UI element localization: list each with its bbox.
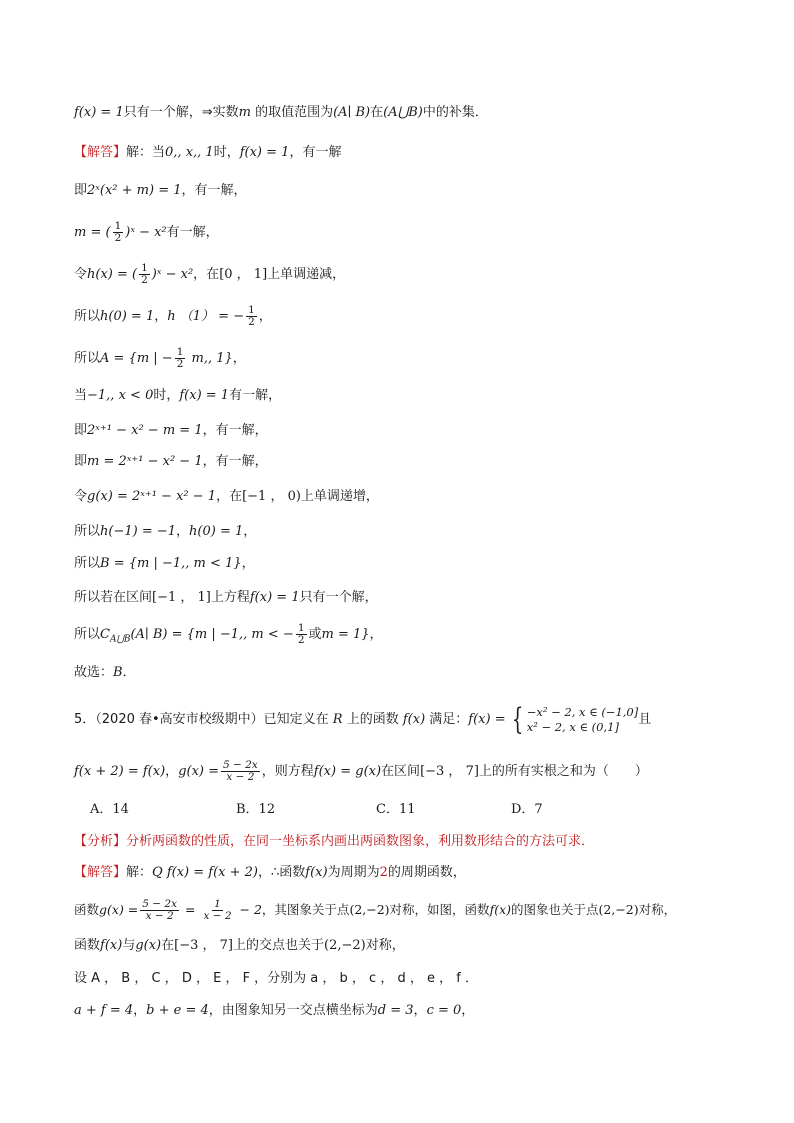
text: 上的交点也关于 bbox=[232, 938, 324, 953]
text: 在区间 bbox=[381, 764, 421, 779]
line-16 bbox=[74, 662, 136, 684]
text: 上单调递减， bbox=[267, 267, 346, 282]
expr: − 2 bbox=[235, 902, 262, 917]
numerator: 1 bbox=[114, 220, 122, 232]
text: ，其图象关于点 bbox=[261, 902, 350, 917]
numerator: 5 − 2x bbox=[223, 759, 258, 771]
interval: [−1 ， 0) bbox=[242, 489, 301, 504]
line-4 bbox=[74, 220, 219, 246]
expr: A = {m | − bbox=[100, 351, 173, 366]
text: 中的补集． bbox=[422, 105, 488, 120]
expr: g(x) = bbox=[99, 902, 139, 917]
point: (2,−2) bbox=[598, 902, 639, 917]
expr: )ˣ − x² bbox=[151, 267, 194, 282]
denominator: x − 2 bbox=[226, 771, 255, 783]
text: 或 bbox=[308, 627, 322, 642]
text: 对称， bbox=[638, 902, 677, 917]
expr: f(x) bbox=[489, 902, 511, 917]
text: 对称，如图，函数 bbox=[389, 902, 490, 917]
point: (2,−2) bbox=[324, 938, 366, 953]
text: 有一解， bbox=[229, 388, 282, 403]
expr: h(0) = 1 bbox=[100, 309, 155, 324]
expr: h （1） = − bbox=[167, 309, 245, 324]
expr: B = {m | −1,, m < 1} bbox=[100, 556, 242, 571]
text: 上方程 bbox=[210, 590, 250, 605]
expr: m = 2ˣ⁺¹ − x² − 1 bbox=[87, 454, 203, 469]
line-3 bbox=[74, 180, 247, 202]
text: 即 bbox=[74, 183, 88, 198]
text: 函数 bbox=[74, 902, 100, 917]
text: 有一解， bbox=[166, 225, 219, 240]
numerator: 1 bbox=[176, 346, 184, 358]
text: ，有一解 bbox=[289, 145, 342, 160]
text: 令 bbox=[74, 267, 88, 282]
expr: f(x) bbox=[100, 938, 123, 953]
line-10 bbox=[74, 451, 268, 473]
answer-tag: 【解答】 bbox=[74, 145, 127, 160]
interval: [−1 ， 1] bbox=[152, 590, 211, 605]
text: 对称， bbox=[365, 938, 405, 953]
text: 即 bbox=[74, 423, 88, 438]
text: 解：当 bbox=[126, 145, 166, 160]
numerator: 5 − 2x bbox=[142, 898, 178, 910]
text: 时， bbox=[153, 388, 180, 403]
numerator: 1 bbox=[214, 898, 221, 910]
expr: f(x + 2) = f(x) bbox=[74, 764, 166, 779]
fraction bbox=[140, 899, 179, 922]
text: 与 bbox=[122, 938, 136, 953]
text: ，则方程 bbox=[261, 764, 314, 779]
expr: f(x) = g(x) bbox=[313, 764, 382, 779]
line-answer-start bbox=[74, 142, 341, 164]
expr: b + e = 4 bbox=[146, 1003, 209, 1018]
fraction bbox=[113, 221, 124, 244]
fraction bbox=[139, 263, 150, 286]
expr: C bbox=[100, 627, 110, 642]
text: ， bbox=[133, 1003, 147, 1018]
fraction bbox=[246, 305, 257, 328]
interval: [−3 ， 7] bbox=[420, 764, 479, 779]
fraction bbox=[201, 899, 233, 922]
text: 时， bbox=[213, 145, 240, 160]
text: 解： bbox=[126, 865, 153, 880]
answer-tag: 【解答】 bbox=[74, 865, 127, 880]
fraction bbox=[296, 623, 307, 646]
line-5 bbox=[74, 262, 345, 288]
option-d: D．7 bbox=[511, 802, 543, 817]
line-6 bbox=[74, 304, 272, 330]
text: ， bbox=[176, 524, 190, 539]
numerator: 1 bbox=[248, 304, 255, 316]
denominator: 2 bbox=[248, 316, 255, 328]
analysis-tag: 【分析】 bbox=[74, 834, 127, 849]
text: ． bbox=[122, 665, 136, 680]
text: 只有一个解， bbox=[299, 590, 378, 605]
line-7 bbox=[74, 346, 246, 372]
text: ， bbox=[413, 1003, 427, 1018]
denominator: x − 2 bbox=[145, 910, 174, 922]
expr: a + f = 4 bbox=[74, 1003, 134, 1018]
point: (2,−2) bbox=[349, 902, 390, 917]
expr: h(0) = 1 bbox=[189, 524, 244, 539]
text: ，有一解， bbox=[181, 183, 247, 198]
var-m: m bbox=[238, 105, 251, 120]
text: ， bbox=[154, 309, 168, 324]
text: 在 bbox=[161, 938, 175, 953]
text: 且 bbox=[638, 712, 652, 727]
line-8 bbox=[74, 385, 281, 407]
piecewise-definition bbox=[508, 701, 639, 737]
cases bbox=[527, 705, 639, 735]
text: 所以 bbox=[74, 351, 101, 366]
text: 满足： bbox=[425, 712, 469, 727]
var-r: R bbox=[332, 712, 343, 727]
denominator: 2 bbox=[114, 232, 122, 244]
option-a: A．14 bbox=[90, 802, 129, 817]
text: 上的函数 bbox=[342, 712, 403, 727]
text: 所以 bbox=[74, 556, 101, 571]
denominator: x − 2 bbox=[203, 910, 232, 922]
expr: f(x) bbox=[402, 712, 426, 727]
line-11 bbox=[74, 486, 379, 508]
text: ， bbox=[258, 309, 272, 324]
expr: Q f(x) = f(x + 2) bbox=[152, 865, 258, 880]
text: ， bbox=[232, 351, 246, 366]
text: ，∴函数 bbox=[257, 865, 306, 880]
text: 当 bbox=[74, 388, 88, 403]
answer-options bbox=[90, 799, 543, 821]
expr: f(x) = bbox=[468, 712, 506, 727]
text: 故选： bbox=[74, 665, 114, 680]
expr: g(x) bbox=[135, 938, 162, 953]
line-analysis bbox=[74, 831, 594, 853]
line-9 bbox=[74, 420, 268, 442]
text: ， bbox=[243, 524, 257, 539]
case-2: x² − 2, x ∈ (0,1] bbox=[526, 719, 619, 734]
text: 的周期函数， bbox=[387, 865, 466, 880]
line-22 bbox=[74, 1000, 474, 1022]
question-5-line-2 bbox=[74, 758, 648, 786]
expr: f(x) = 1 bbox=[179, 388, 230, 403]
expr: h(x) = ( bbox=[87, 267, 138, 282]
case-1: −x² − 2, x ∈ (−1,0] bbox=[526, 704, 639, 719]
text: 的图象也关于点 bbox=[511, 902, 599, 917]
text: 上的所有实根之和为（ ） bbox=[478, 764, 648, 779]
period-value: 2 bbox=[379, 865, 388, 880]
option-c: C．11 bbox=[376, 802, 416, 817]
expr: f(x) = 1 bbox=[239, 145, 290, 160]
line-12 bbox=[74, 521, 256, 543]
expr: m,, 1} bbox=[187, 351, 233, 366]
fraction bbox=[175, 347, 186, 370]
line-conclusion bbox=[74, 102, 488, 124]
expr: (A⋃B) bbox=[383, 105, 423, 120]
expr: h(−1) = −1 bbox=[100, 524, 177, 539]
denominator: 2 bbox=[176, 358, 184, 370]
fraction bbox=[221, 760, 260, 783]
expr: 2ˣ(x² + m) = 1 bbox=[87, 183, 182, 198]
equals: = bbox=[181, 902, 200, 917]
expr: −1,, x < 0 bbox=[87, 388, 154, 403]
numerator: 1 bbox=[297, 622, 305, 634]
expr: c = 0 bbox=[426, 1003, 462, 1018]
text: ， bbox=[241, 556, 255, 571]
text: 的取值范围为 bbox=[250, 105, 334, 120]
question-header: 5．（2020 春•高安市校级期中）已知定义在 bbox=[74, 712, 333, 727]
text: 所以 bbox=[74, 309, 101, 324]
text: 设 A ， B ， C ， D ， E ， F ，分别为 a ， b ， c ， d ， e ， f ． bbox=[74, 971, 478, 986]
expr: 2ˣ⁺¹ − x² − m = 1 bbox=[87, 423, 203, 438]
text: ， bbox=[165, 764, 179, 779]
expr: (A∣ B) = {m | −1,, m < − bbox=[130, 627, 294, 642]
line-13 bbox=[74, 553, 255, 575]
expr: (A∣ B) bbox=[333, 105, 371, 120]
numerator: 1 bbox=[141, 262, 148, 274]
expr: )ˣ − x² bbox=[125, 225, 167, 240]
expr: f(x) bbox=[305, 865, 328, 880]
line-solution bbox=[74, 862, 466, 884]
line-15 bbox=[74, 622, 383, 648]
text: 上单调递增， bbox=[300, 489, 379, 504]
text: 只有一个解，⇒实数 bbox=[123, 105, 239, 120]
expr: f(x) = 1 bbox=[249, 590, 300, 605]
expr: 0,, x,, 1 bbox=[165, 145, 214, 160]
text: ，有一解， bbox=[202, 454, 268, 469]
text: ，在 bbox=[193, 267, 220, 282]
text: 即 bbox=[74, 454, 88, 469]
text: 所以 bbox=[74, 524, 101, 539]
denominator: 2 bbox=[297, 634, 305, 646]
expr: f(x) = 1 bbox=[74, 105, 124, 120]
expr: g(x) = 2ˣ⁺¹ − x² − 1 bbox=[87, 489, 217, 504]
expr: m = ( bbox=[74, 225, 111, 240]
question-5 bbox=[74, 703, 651, 737]
text: ，有一解， bbox=[202, 423, 268, 438]
interval: [0 ， 1] bbox=[219, 267, 268, 282]
line-21 bbox=[74, 968, 478, 990]
option-b: B．12 bbox=[236, 802, 276, 817]
text: 在 bbox=[370, 105, 384, 120]
answer-choice: B bbox=[113, 665, 123, 680]
text: 所以 bbox=[74, 627, 101, 642]
line-g bbox=[74, 896, 676, 924]
text: ， bbox=[369, 627, 383, 642]
text: 函数 bbox=[74, 938, 101, 953]
brace: { bbox=[511, 701, 523, 737]
text: 令 bbox=[74, 489, 88, 504]
expr: m = 1} bbox=[321, 627, 370, 642]
text: ， bbox=[461, 1003, 475, 1018]
line-14 bbox=[74, 587, 378, 609]
text: 为周期为 bbox=[327, 865, 380, 880]
expr: g(x) = bbox=[178, 764, 220, 779]
subscript: A⋃B bbox=[109, 634, 131, 645]
expr: d = 3 bbox=[377, 1003, 414, 1018]
text: ，在 bbox=[216, 489, 243, 504]
denominator: 2 bbox=[141, 274, 148, 286]
analysis-text: 分析两函数的性质，在同一坐标系内画出两函数图象，利用数形结合的方法可求． bbox=[126, 834, 595, 849]
interval: [−3 ， 7] bbox=[174, 938, 233, 953]
text: ，由图象知另一交点横坐标为 bbox=[208, 1003, 378, 1018]
line-20 bbox=[74, 935, 405, 957]
text: 所以若在区间 bbox=[74, 590, 153, 605]
